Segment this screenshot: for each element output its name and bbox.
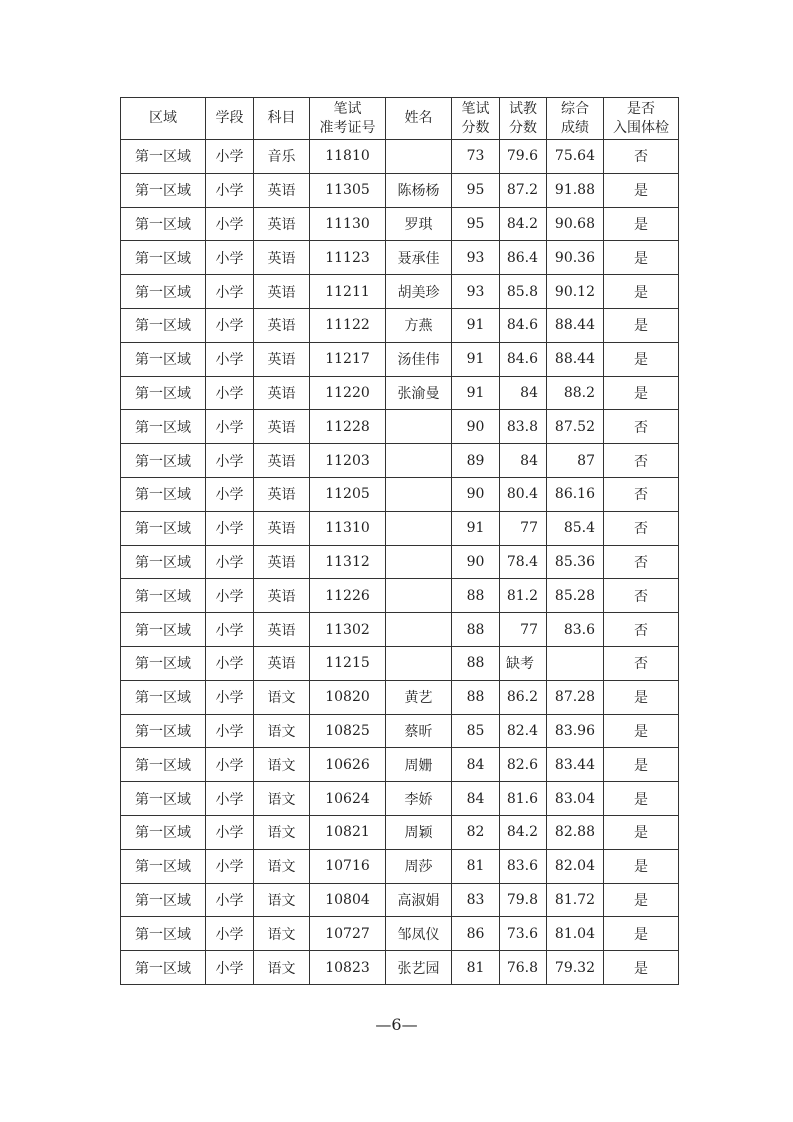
cell-name: 张艺园 (386, 951, 452, 985)
cell-stage: 小学 (206, 241, 254, 275)
cell-exam-id: 11217 (310, 342, 386, 376)
cell-name: 周颖 (386, 815, 452, 849)
header-name: 姓名 (386, 98, 452, 140)
cell-written-score: 93 (452, 241, 500, 275)
cell-name (386, 646, 452, 680)
cell-name: 黄艺 (386, 680, 452, 714)
cell-region: 第一区域 (121, 849, 206, 883)
cell-total-score: 87 (547, 444, 604, 478)
cell-stage: 小学 (206, 275, 254, 309)
cell-stage: 小学 (206, 714, 254, 748)
table-row (121, 511, 679, 545)
cell-name (386, 410, 452, 444)
header-region: 区域 (121, 98, 206, 140)
cell-exam-id: 11205 (310, 477, 386, 511)
header-qualified: 是否 入围体检 (604, 98, 679, 140)
cell-teaching-score: 82.4 (500, 714, 547, 748)
cell-stage: 小学 (206, 140, 254, 174)
table-row (121, 376, 679, 410)
cell-exam-id: 11302 (310, 613, 386, 647)
cell-qualified: 否 (604, 545, 679, 579)
cell-qualified: 是 (604, 680, 679, 714)
cell-region: 第一区域 (121, 173, 206, 207)
cell-qualified: 否 (604, 140, 679, 174)
cell-subject: 英语 (254, 173, 310, 207)
cell-subject: 英语 (254, 342, 310, 376)
cell-qualified: 否 (604, 444, 679, 478)
cell-exam-id: 10626 (310, 748, 386, 782)
cell-written-score: 91 (452, 308, 500, 342)
cell-name (386, 579, 452, 613)
cell-region: 第一区域 (121, 579, 206, 613)
cell-teaching-score: 77 (500, 613, 547, 647)
cell-name: 周姗 (386, 748, 452, 782)
table-row (121, 613, 679, 647)
cell-teaching-score: 84.2 (500, 207, 547, 241)
cell-qualified: 否 (604, 511, 679, 545)
cell-written-score: 88 (452, 680, 500, 714)
table-row (121, 545, 679, 579)
cell-exam-id: 10825 (310, 714, 386, 748)
cell-total-score: 88.44 (547, 308, 604, 342)
cell-exam-id: 10716 (310, 849, 386, 883)
cell-region: 第一区域 (121, 444, 206, 478)
cell-subject: 语文 (254, 849, 310, 883)
cell-written-score: 91 (452, 342, 500, 376)
cell-subject: 语文 (254, 782, 310, 816)
cell-teaching-score: 76.8 (500, 951, 547, 985)
cell-exam-id: 11310 (310, 511, 386, 545)
cell-exam-id: 11130 (310, 207, 386, 241)
cell-subject: 音乐 (254, 140, 310, 174)
cell-teaching-score: 82.6 (500, 748, 547, 782)
cell-written-score: 91 (452, 511, 500, 545)
cell-stage: 小学 (206, 308, 254, 342)
table-header-row (121, 98, 679, 140)
cell-total-score: 91.88 (547, 173, 604, 207)
cell-region: 第一区域 (121, 613, 206, 647)
page-number: —6— (375, 1015, 418, 1034)
cell-region: 第一区域 (121, 511, 206, 545)
cell-teaching-score: 78.4 (500, 545, 547, 579)
cell-subject: 英语 (254, 613, 310, 647)
cell-region: 第一区域 (121, 714, 206, 748)
cell-total-score: 81.04 (547, 917, 604, 951)
cell-total-score: 83.96 (547, 714, 604, 748)
cell-total-score: 85.36 (547, 545, 604, 579)
cell-name: 张渝曼 (386, 376, 452, 410)
cell-stage: 小学 (206, 376, 254, 410)
cell-total-score: 88.2 (547, 376, 604, 410)
header-total-score: 综合 成绩 (547, 98, 604, 140)
table-row (121, 241, 679, 275)
header-stage: 学段 (206, 98, 254, 140)
header-written-score: 笔试 分数 (452, 98, 500, 140)
cell-qualified: 否 (604, 410, 679, 444)
cell-exam-id: 11226 (310, 579, 386, 613)
cell-total-score: 86.16 (547, 477, 604, 511)
cell-exam-id: 11810 (310, 140, 386, 174)
cell-name (386, 477, 452, 511)
cell-region: 第一区域 (121, 951, 206, 985)
cell-region: 第一区域 (121, 410, 206, 444)
cell-qualified: 否 (604, 579, 679, 613)
cell-written-score: 90 (452, 410, 500, 444)
cell-stage: 小学 (206, 883, 254, 917)
cell-written-score: 82 (452, 815, 500, 849)
cell-subject: 语文 (254, 815, 310, 849)
cell-stage: 小学 (206, 444, 254, 478)
cell-subject: 英语 (254, 579, 310, 613)
cell-teaching-score: 缺考 (500, 646, 547, 680)
cell-teaching-score: 84.6 (500, 308, 547, 342)
cell-written-score: 81 (452, 849, 500, 883)
cell-exam-id: 11211 (310, 275, 386, 309)
table-row (121, 173, 679, 207)
cell-stage: 小学 (206, 410, 254, 444)
table-row (121, 140, 679, 174)
cell-total-score: 87.52 (547, 410, 604, 444)
cell-qualified: 是 (604, 815, 679, 849)
cell-qualified: 是 (604, 714, 679, 748)
cell-name: 罗琪 (386, 207, 452, 241)
cell-exam-id: 11123 (310, 241, 386, 275)
cell-teaching-score: 85.8 (500, 275, 547, 309)
cell-total-score: 85.28 (547, 579, 604, 613)
cell-exam-id: 10823 (310, 951, 386, 985)
cell-subject: 语文 (254, 951, 310, 985)
cell-exam-id: 11228 (310, 410, 386, 444)
cell-teaching-score: 86.4 (500, 241, 547, 275)
cell-subject: 英语 (254, 477, 310, 511)
cell-subject: 语文 (254, 714, 310, 748)
cell-written-score: 90 (452, 545, 500, 579)
cell-written-score: 86 (452, 917, 500, 951)
cell-exam-id: 10727 (310, 917, 386, 951)
table-row (121, 410, 679, 444)
table-row (121, 782, 679, 816)
cell-region: 第一区域 (121, 815, 206, 849)
cell-written-score: 93 (452, 275, 500, 309)
cell-stage: 小学 (206, 815, 254, 849)
cell-name (386, 444, 452, 478)
cell-name: 陈杨杨 (386, 173, 452, 207)
cell-total-score: 83.04 (547, 782, 604, 816)
cell-subject: 语文 (254, 680, 310, 714)
cell-total-score: 85.4 (547, 511, 604, 545)
cell-teaching-score: 83.6 (500, 849, 547, 883)
cell-qualified: 是 (604, 951, 679, 985)
cell-stage: 小学 (206, 951, 254, 985)
cell-qualified: 是 (604, 849, 679, 883)
cell-total-score: 81.72 (547, 883, 604, 917)
cell-subject: 英语 (254, 646, 310, 680)
cell-stage: 小学 (206, 173, 254, 207)
cell-stage: 小学 (206, 545, 254, 579)
cell-total-score: 90.36 (547, 241, 604, 275)
cell-written-score: 88 (452, 613, 500, 647)
cell-total-score: 83.44 (547, 748, 604, 782)
cell-stage: 小学 (206, 917, 254, 951)
cell-qualified: 是 (604, 308, 679, 342)
table-row (121, 275, 679, 309)
cell-written-score: 90 (452, 477, 500, 511)
header-exam-id: 笔试 准考证号 (310, 98, 386, 140)
cell-region: 第一区域 (121, 646, 206, 680)
cell-written-score: 81 (452, 951, 500, 985)
cell-stage: 小学 (206, 207, 254, 241)
cell-subject: 英语 (254, 511, 310, 545)
cell-exam-id: 11215 (310, 646, 386, 680)
cell-name: 聂承佳 (386, 241, 452, 275)
table-row (121, 207, 679, 241)
cell-region: 第一区域 (121, 680, 206, 714)
cell-stage: 小学 (206, 477, 254, 511)
cell-total-score: 75.64 (547, 140, 604, 174)
cell-teaching-score: 81.2 (500, 579, 547, 613)
cell-teaching-score: 84.6 (500, 342, 547, 376)
cell-name: 邹凤仪 (386, 917, 452, 951)
table-row (121, 646, 679, 680)
cell-subject: 英语 (254, 207, 310, 241)
cell-region: 第一区域 (121, 308, 206, 342)
cell-total-score: 90.12 (547, 275, 604, 309)
cell-exam-id: 10624 (310, 782, 386, 816)
cell-qualified: 否 (604, 613, 679, 647)
cell-written-score: 85 (452, 714, 500, 748)
cell-region: 第一区域 (121, 241, 206, 275)
cell-written-score: 88 (452, 579, 500, 613)
cell-name (386, 140, 452, 174)
cell-total-score: 90.68 (547, 207, 604, 241)
table-row (121, 342, 679, 376)
cell-stage: 小学 (206, 748, 254, 782)
cell-qualified: 是 (604, 748, 679, 782)
cell-exam-id: 11220 (310, 376, 386, 410)
cell-teaching-score: 79.6 (500, 140, 547, 174)
cell-name: 周莎 (386, 849, 452, 883)
cell-qualified: 否 (604, 477, 679, 511)
cell-subject: 英语 (254, 545, 310, 579)
cell-teaching-score: 84 (500, 444, 547, 478)
table-row (121, 951, 679, 985)
cell-qualified: 是 (604, 241, 679, 275)
cell-qualified: 是 (604, 275, 679, 309)
cell-written-score: 95 (452, 173, 500, 207)
cell-teaching-score: 73.6 (500, 917, 547, 951)
cell-total-score: 82.88 (547, 815, 604, 849)
table-row (121, 680, 679, 714)
cell-name: 李娇 (386, 782, 452, 816)
cell-subject: 语文 (254, 748, 310, 782)
cell-teaching-score: 81.6 (500, 782, 547, 816)
cell-teaching-score: 80.4 (500, 477, 547, 511)
cell-region: 第一区域 (121, 207, 206, 241)
cell-written-score: 84 (452, 782, 500, 816)
cell-stage: 小学 (206, 342, 254, 376)
cell-written-score: 83 (452, 883, 500, 917)
table-row (121, 748, 679, 782)
cell-exam-id: 11122 (310, 308, 386, 342)
cell-total-score: 79.32 (547, 951, 604, 985)
table-row (121, 444, 679, 478)
cell-subject: 英语 (254, 241, 310, 275)
cell-written-score: 84 (452, 748, 500, 782)
table-row (121, 815, 679, 849)
cell-stage: 小学 (206, 613, 254, 647)
cell-exam-id: 11312 (310, 545, 386, 579)
cell-region: 第一区域 (121, 376, 206, 410)
cell-region: 第一区域 (121, 748, 206, 782)
header-subject: 科目 (254, 98, 310, 140)
cell-name: 汤佳伟 (386, 342, 452, 376)
cell-teaching-score: 84.2 (500, 815, 547, 849)
cell-name (386, 545, 452, 579)
cell-region: 第一区域 (121, 477, 206, 511)
cell-qualified: 是 (604, 782, 679, 816)
cell-name: 蔡昕 (386, 714, 452, 748)
cell-name: 方燕 (386, 308, 452, 342)
cell-written-score: 91 (452, 376, 500, 410)
cell-total-score (547, 646, 604, 680)
cell-qualified: 是 (604, 207, 679, 241)
cell-exam-id: 10820 (310, 680, 386, 714)
cell-total-score: 87.28 (547, 680, 604, 714)
cell-stage: 小学 (206, 782, 254, 816)
cell-subject: 英语 (254, 444, 310, 478)
cell-teaching-score: 83.8 (500, 410, 547, 444)
cell-subject: 语文 (254, 883, 310, 917)
cell-written-score: 89 (452, 444, 500, 478)
cell-total-score: 82.04 (547, 849, 604, 883)
cell-written-score: 88 (452, 646, 500, 680)
table-row (121, 477, 679, 511)
cell-subject: 语文 (254, 917, 310, 951)
cell-exam-id: 10804 (310, 883, 386, 917)
cell-subject: 英语 (254, 275, 310, 309)
table-row (121, 308, 679, 342)
cell-region: 第一区域 (121, 917, 206, 951)
cell-exam-id: 11305 (310, 173, 386, 207)
cell-written-score: 95 (452, 207, 500, 241)
cell-stage: 小学 (206, 579, 254, 613)
cell-qualified: 是 (604, 376, 679, 410)
cell-subject: 英语 (254, 410, 310, 444)
cell-name: 高淑娟 (386, 883, 452, 917)
cell-qualified: 否 (604, 646, 679, 680)
cell-exam-id: 10821 (310, 815, 386, 849)
table-row (121, 849, 679, 883)
cell-stage: 小学 (206, 680, 254, 714)
cell-exam-id: 11203 (310, 444, 386, 478)
cell-qualified: 是 (604, 173, 679, 207)
cell-teaching-score: 87.2 (500, 173, 547, 207)
table-row (121, 579, 679, 613)
cell-teaching-score: 84 (500, 376, 547, 410)
cell-stage: 小学 (206, 646, 254, 680)
cell-region: 第一区域 (121, 782, 206, 816)
cell-written-score: 73 (452, 140, 500, 174)
cell-subject: 英语 (254, 308, 310, 342)
cell-region: 第一区域 (121, 342, 206, 376)
table-row (121, 714, 679, 748)
cell-subject: 英语 (254, 376, 310, 410)
cell-stage: 小学 (206, 849, 254, 883)
cell-region: 第一区域 (121, 545, 206, 579)
cell-stage: 小学 (206, 511, 254, 545)
cell-region: 第一区域 (121, 883, 206, 917)
cell-qualified: 是 (604, 883, 679, 917)
cell-teaching-score: 79.8 (500, 883, 547, 917)
score-table (120, 97, 679, 985)
cell-region: 第一区域 (121, 275, 206, 309)
table-row (121, 917, 679, 951)
cell-name (386, 511, 452, 545)
cell-total-score: 88.44 (547, 342, 604, 376)
cell-teaching-score: 77 (500, 511, 547, 545)
cell-total-score: 83.6 (547, 613, 604, 647)
cell-qualified: 是 (604, 917, 679, 951)
cell-name (386, 613, 452, 647)
header-teaching-score: 试教 分数 (500, 98, 547, 140)
table-row (121, 883, 679, 917)
cell-qualified: 是 (604, 342, 679, 376)
cell-region: 第一区域 (121, 140, 206, 174)
cell-teaching-score: 86.2 (500, 680, 547, 714)
cell-name: 胡美珍 (386, 275, 452, 309)
